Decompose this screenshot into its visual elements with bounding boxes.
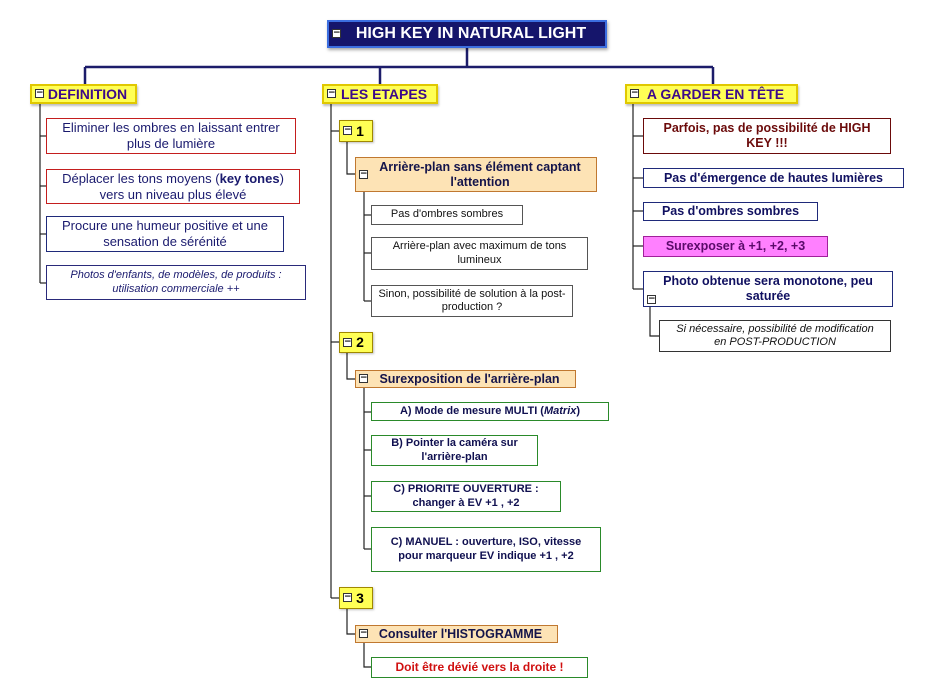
step-1-marker[interactable]	[339, 120, 373, 142]
step-3-item-link-1	[364, 643, 371, 667]
step-item-text: Arrière-plan avec maximum de tons lumineux	[392, 240, 567, 266]
collapse-toggle-icon[interactable]: −	[333, 28, 341, 38]
garder-item-text: Photo obtenue sera monotone, peu saturée	[663, 274, 873, 303]
collapse-toggle-icon[interactable]: −	[360, 628, 368, 638]
step-item-text: Doit être dévié vers la droite !	[395, 660, 564, 675]
step-item-text-italic: Matrix	[543, 404, 577, 417]
collapse-toggle-icon[interactable]: −	[344, 125, 352, 135]
step-3-item-1	[371, 657, 588, 678]
step-number: 1	[356, 122, 364, 139]
garder-item-5-child	[659, 320, 891, 352]
garder-item-text: Pas d'ombres sombres	[661, 204, 800, 218]
step-2-title[interactable]	[355, 370, 576, 388]
collapse-toggle-icon[interactable]: −	[344, 592, 352, 602]
step-title-text: Consulter l'HISTOGRAMME	[378, 626, 543, 641]
map-title-text: HIGH KEY IN NATURAL LIGHT	[355, 25, 587, 43]
garder-item-2	[643, 168, 904, 188]
definition-item-1	[46, 118, 296, 154]
definition-item-3	[46, 216, 284, 252]
garder-item-text: Surexposer à +1, +2, +3	[665, 239, 806, 253]
step-2-item-2	[371, 435, 538, 466]
step-2-item-1	[371, 402, 609, 421]
garder-item-5[interactable]	[643, 271, 893, 307]
step-item-text: C) PRIORITE OUVERTURE : changer à EV +1 , +2	[393, 483, 539, 509]
collapse-toggle-icon[interactable]: −	[631, 88, 639, 98]
step-3-title[interactable]	[355, 625, 558, 643]
branch-header-label: LES ETAPES	[340, 85, 428, 102]
branch-header-label: DEFINITION	[47, 85, 128, 102]
collapse-toggle-icon[interactable]: −	[360, 373, 368, 383]
garder-item-1	[643, 118, 891, 154]
garder-child-link	[650, 307, 659, 336]
garder-item-4	[643, 236, 828, 257]
step-item-text	[400, 405, 580, 418]
garder-item-text: Parfois, pas de possibilité de HIGH KEY !!!	[663, 121, 871, 150]
step-item-text: Sinon, possibilité de solution à la post-production ?	[378, 287, 566, 313]
step-item-text: C) MANUEL : ouverture, ISO, vitesse pour marqueur EV indique +1 , +2	[390, 536, 582, 562]
definition-item-4	[46, 265, 306, 300]
step-number: 3	[356, 589, 364, 606]
definition-item-text: Photos d'enfants, de modèles, de produits : utilisation commerciale ++	[70, 269, 282, 295]
step-1-item-1	[371, 205, 523, 225]
collapse-toggle-icon[interactable]: −	[360, 168, 368, 179]
map-title	[327, 20, 607, 48]
main-connectors	[85, 48, 713, 84]
step-item-text: B) Pointer la caméra sur l'arrière-plan	[391, 437, 518, 463]
definition-item-2	[46, 169, 300, 204]
collapse-toggle-icon[interactable]: −	[328, 88, 336, 98]
step-title-text: Arrière-plan sans élément captant l'attention	[379, 159, 581, 189]
collapse-toggle-icon[interactable]: −	[36, 88, 44, 98]
garder-item-text: Si nécessaire, possibilité de modification en POST-PRODUCTION	[676, 322, 874, 348]
step-2-item-3	[371, 481, 561, 512]
branch-header-garder[interactable]	[625, 84, 798, 104]
definition-item-text-post: ) vers un niveau plus élevé	[99, 170, 284, 202]
collapse-toggle-icon[interactable]: −	[344, 336, 352, 347]
step-1-title[interactable]	[355, 157, 597, 192]
step-3-marker[interactable]	[339, 587, 373, 609]
branch-header-label: A GARDER EN TÊTE	[646, 85, 785, 102]
step-1-title-link	[347, 142, 355, 174]
step-item-text-post: )	[576, 404, 581, 417]
definition-item-text: Procure une humeur positive et une sensation de sérénité	[62, 218, 268, 249]
garder-item-3	[643, 202, 818, 221]
definition-item-text	[53, 171, 293, 202]
step-1-item-3	[371, 285, 573, 317]
definition-item-text-pre: Déplacer les tons moyens (	[62, 170, 220, 186]
branch-header-definition[interactable]	[30, 84, 137, 104]
step-1-item-2	[371, 237, 588, 270]
branch-header-etapes[interactable]	[322, 84, 438, 104]
step-title-text: Surexposition de l'arrière-plan	[379, 371, 560, 386]
step-2-title-link	[347, 353, 355, 379]
definition-item-text-bold: key tones	[219, 170, 280, 186]
step-item-text-pre: A) Mode de mesure MULTI (	[399, 404, 544, 417]
step-3-title-link	[347, 609, 355, 634]
garder-item-text: Pas d'émergence de hautes lumières	[663, 170, 884, 185]
collapse-toggle-icon[interactable]: −	[648, 294, 656, 304]
step-2-item-4	[371, 527, 601, 572]
step-item-text: Pas d'ombres sombres	[390, 208, 504, 221]
step-number: 2	[356, 334, 364, 351]
definition-item-text: Eliminer les ombres en laissant entrer plus de lumière	[62, 120, 280, 151]
step-2-marker[interactable]	[339, 332, 373, 353]
